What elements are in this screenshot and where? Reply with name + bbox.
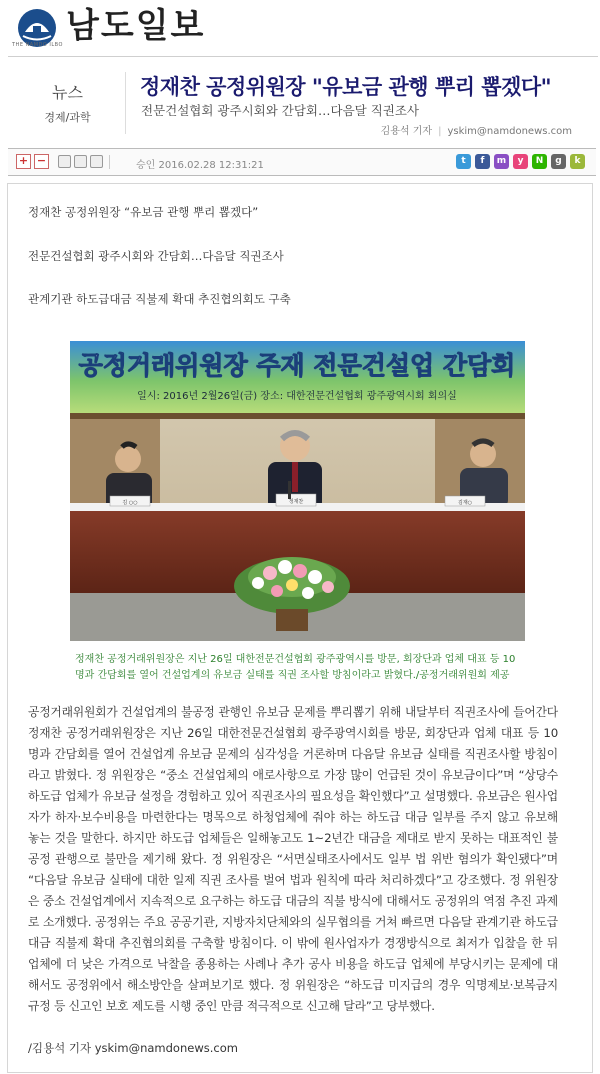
- meeting-photo-illustration: [70, 341, 525, 641]
- toolbar-divider: [109, 155, 110, 169]
- section-label: [10, 72, 126, 134]
- masthead: [0, 0, 600, 56]
- newspaper-title[interactable]: 남도일보: [66, 6, 206, 46]
- article-photo[interactable]: [70, 341, 525, 641]
- photo-caption: 정재찬 공정거래위원장은 지난 26일 대한전문건설협회 광주광역시를 방문, 회장단과 업체 대표 등 10명과 간담회를 열어 건설업계의 유보금 실태를 직권 조사할 방침이라고 밝혔다./공정거래위원회 제공: [75, 654, 516, 681]
- banner-info: 일시: 2016년 2월26일(금) 장소: 대한전문건설협회 광주광역시회 회의실: [137, 391, 457, 402]
- article-signoff: /김용석 기자 yskim@namdonews.com: [28, 1041, 238, 1055]
- section-sub[interactable]: 경제/과학: [44, 111, 91, 124]
- reporter-email[interactable]: yskim@namdonews.com: [447, 126, 572, 137]
- article-headline: 정재찬 공정위원장 "유보금 관행 뿌리 뽑겠다": [140, 75, 552, 99]
- article-toolbar: [8, 148, 596, 176]
- logo-subtext: THE NAMDO ILBO: [12, 42, 63, 48]
- reporter-name: 김용석 기자: [380, 126, 433, 137]
- font-decrease-button[interactable]: −: [34, 154, 49, 169]
- email-icon[interactable]: [74, 155, 87, 168]
- article-subhead: 전문건설협회 광주시회와 간담회…다음달 직권조사: [141, 103, 419, 118]
- kakao-share-icon[interactable]: k: [570, 154, 585, 169]
- banner-title: 공정거래위원장 주재 전문건설업 간담회: [78, 351, 516, 380]
- section-main[interactable]: 뉴스: [52, 83, 83, 102]
- nameplate-left: 김 ○○: [122, 500, 138, 506]
- intro-line: 관계기관 하도급대금 직불제 확대 추진협의회도 구축: [28, 292, 291, 306]
- intro-line: 정재찬 공정위원장 “유보금 관행 뿌리 뽑겠다”: [28, 205, 259, 219]
- facebook-share-icon[interactable]: f: [475, 154, 490, 169]
- yozm-share-icon[interactable]: y: [513, 154, 528, 169]
- nameplate-center: 정재찬: [288, 499, 304, 505]
- me2day-share-icon[interactable]: m: [494, 154, 509, 169]
- intro-line: 전문건설협회 광주시회와 간담회…다음달 직권조사: [28, 249, 284, 263]
- naver-share-icon[interactable]: N: [532, 154, 547, 169]
- byline: 김용석 기자 | yskim@namdonews.com: [380, 126, 572, 137]
- nameplate-right: 김재○: [457, 500, 473, 506]
- header-divider: [8, 56, 598, 57]
- scrap-icon[interactable]: [90, 155, 103, 168]
- print-icon[interactable]: [58, 155, 71, 168]
- font-increase-button[interactable]: +: [16, 154, 31, 169]
- article-timestamp: 승인 2016.02.28 12:31:21: [136, 160, 264, 171]
- twitter-share-icon[interactable]: t: [456, 154, 471, 169]
- article-body: 공정거래위원회가 건설업계의 불공정 관행인 유보금 문제를 뿌리뽑기 위해 내달부터 직권조사에 들어간다 정재찬 공정거래위원장은 지난 26일 대한전문건설협회 광주광역시회를 방문, 회장단과 업체 대표 등 10명과 간담회를 열어 건설업계 유보금 문제의 심각성을 거론하며 다음달 유보금 실태를 직권조사할 방침이라고 밝혔다. 정 위원장은 “중소 건설업체의 애로사항으로 가장 많이 언급된 것이 유보금이다”며 “상당수 하도급 업체가 유보금 설정을 경험하고 있어 직권조사의 필요성을 확인했다”고 설명했다. 유보금은 원사업자가 하자·보수비용을 마련한다는 명목으로 하청업체에 줘야 하는 하도급 대금 일부를 주지 않고 유보해 놓는 것을 말한다. 하지만 하도급 업체들은 일해놓고도 1~2년간 대금을 제대로 받지 못하는 대표적인 불공정 관행으로 불만을 제기해 왔다. 정 위원장은 “서면실태조사에서도 일부 법 위반 혐의가 확인됐다”며 “다음달 유보금 실태에 대한 일제 직권 조사를 벌여 법과 원칙에 따라 처리하겠다”고 강조했다. 정 위원장은 중소 건설업계에서 지속적으로 요구하는 하도급 대금의 직불 방식에 대해서도 공정위의 역점 추진 과제로 소개했다. 공정위는 주요 공공기관, 지방자치단체와의 실무협의를 거쳐 빠르면 다음달 관계기관 하도급대금 직불제 확대 추진협의회를 구축할 방침이다. 이 밖에 원사업자가 경쟁방식으로 최저가 입찰을 한 뒤 업체에 더 낮은 가격으로 낙찰을 종용하는 사례나 추가 공사 비용을 하도급 업체에 부당시키는 문제에 대해서도 공정위에서 해소방안을 살펴보기로 했다. 정 위원장은 “하도급 미지급의 경우 익명제보·보복금지 규정 등 신고인 보호 제도를 시행 중인 만큼 적극적으로 신고해 달라”고 당부했다.: [28, 705, 558, 1013]
- google-share-icon[interactable]: g: [551, 154, 566, 169]
